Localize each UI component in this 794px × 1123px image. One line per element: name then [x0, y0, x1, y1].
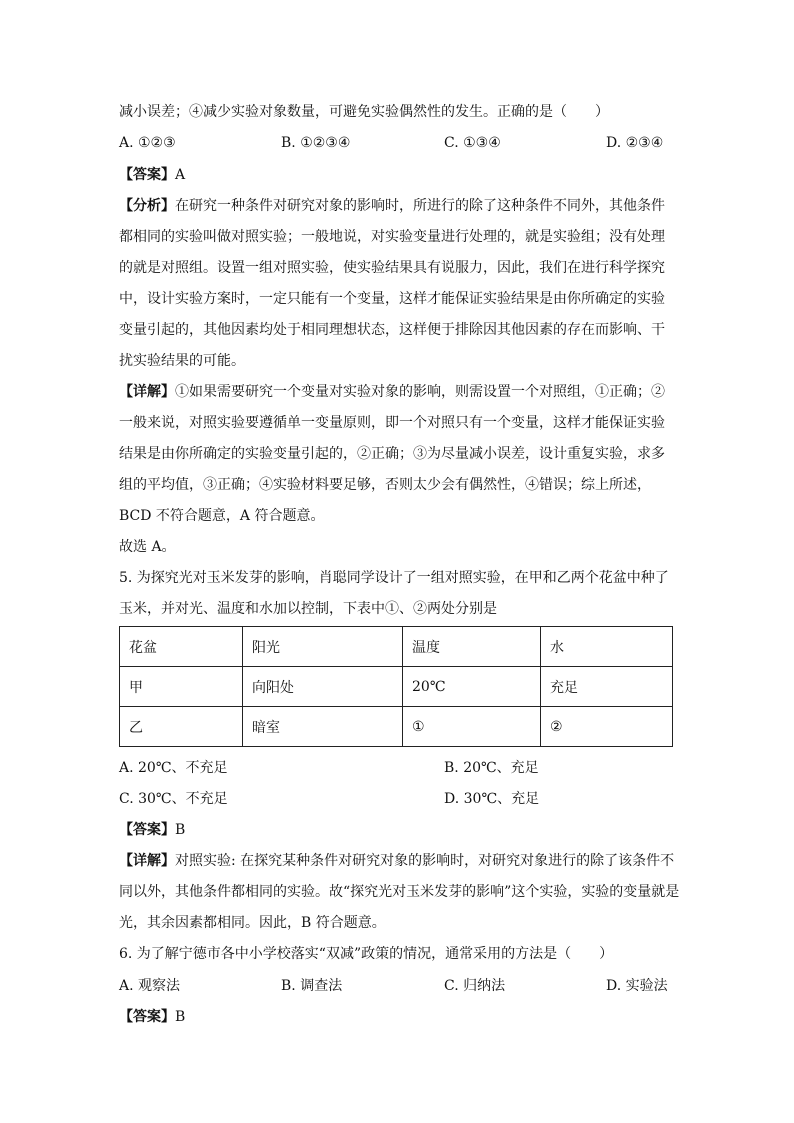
q4-conclusion: 故选 A。 — [119, 539, 176, 555]
q6-option-d: D. 实验法 — [606, 978, 668, 994]
q5-option-a: A. 20℃、不充足 — [119, 760, 228, 776]
table-cell: 充足 — [541, 667, 673, 707]
q4-answer-line — [119, 165, 185, 185]
q4-detail-line-4: 组的平均值，③正确；④实验材料要足够，否则太少会有偶然性，④错误；综上所述， — [119, 477, 651, 493]
q4-detail-line-5: BCD 不符合题意，A 符合题意。 — [119, 508, 325, 524]
q5-detail-line-1 — [119, 851, 674, 871]
q4-detail-line-2: 一般来说，对照实验要遵循单一变量原则，即一个对照只有一个变量，这样才能保证实验 — [119, 415, 665, 431]
q4-analysis-line-4: 中，设计实验方案时，一定只能有一个变量，这样才能保证实验结果是由你所确定的实验 — [119, 291, 665, 307]
q5-option-c: C. 30℃、不充足 — [119, 791, 228, 807]
q4-detail-line-3: 结果是由你所确定的实验变量引起的，②正确；③为尽量减小误差，设计重复实验，求多 — [119, 446, 665, 462]
table-cell: ① — [403, 707, 541, 747]
q6-answer-line — [119, 1007, 185, 1027]
table-header-cell: 水 — [541, 627, 673, 667]
detail-tag: 【详解】 — [119, 384, 175, 400]
q4-detail-line-1 — [119, 382, 665, 402]
detail-tag: 【详解】 — [119, 853, 175, 869]
table-cell: 20℃ — [403, 667, 541, 707]
q5-table — [119, 626, 673, 747]
table-header-cell: 阳光 — [243, 627, 403, 667]
answer-value: A — [175, 167, 186, 183]
table-cell: 乙 — [120, 707, 243, 747]
table-row — [120, 667, 673, 707]
table-header-row — [120, 627, 673, 667]
detail-text: ①如果需要研究一个变量对实验对象的影响，则需设置一个对照组，①正确；② — [175, 384, 665, 400]
q4-analysis-line-5: 变量引起的，其他因素均处于相同理想状态，这样便于排除因其他因素的存在而影响、干 — [119, 322, 665, 338]
table-cell: 暗室 — [243, 707, 403, 747]
q4-option-d: D. ②③④ — [606, 135, 664, 151]
table-cell: 甲 — [120, 667, 243, 707]
answer-tag: 【答案】 — [119, 822, 175, 838]
q4-analysis-line-6: 扰实验结果的可能。 — [119, 353, 245, 369]
table-cell: ② — [541, 707, 673, 747]
q6-option-a: A. 观察法 — [119, 978, 181, 994]
q5-option-d: D. 30℃、充足 — [444, 791, 540, 807]
answer-tag: 【答案】 — [119, 1009, 175, 1025]
q5-detail-line-2: 同以外，其他条件都相同的实验。故“探究光对玉米发芽的影响”这个实验，实验的变量就是 — [119, 884, 680, 900]
analysis-tag: 【分析】 — [119, 198, 175, 214]
q4-stem-tail: 减小误差；④减少实验对象数量，可避免实验偶然性的发生。正确的是（ ） — [119, 104, 609, 120]
q4-analysis-line-3: 的就是对照组。设置一组对照实验，使实验结果具有说服力，因此，我们在进行科学探究 — [119, 260, 665, 276]
q4-option-b: B. ①②③④ — [281, 135, 351, 151]
q4-analysis-line-1 — [119, 196, 665, 216]
q5-option-b: B. 20℃、充足 — [444, 760, 539, 776]
q5-detail-line-3: 光，其余因素都相同。因此，B 符合题意。 — [119, 915, 386, 931]
q5-stem-line-1: 5. 为探究光对玉米发芽的影响，肖聪同学设计了一组对照实验，在甲和乙两个花盆中种了 — [119, 570, 669, 586]
q5-stem-line-2: 玉米，并对光、温度和水加以控制，下表中①、②两处分别是 — [119, 601, 497, 617]
answer-value: B — [175, 1009, 186, 1025]
q6-option-b: B. 调查法 — [281, 978, 343, 994]
answer-value: B — [175, 822, 186, 838]
table-header-cell: 花盆 — [120, 627, 243, 667]
q4-analysis-line-2: 都相同的实验叫做对照实验；一般地说，对实验变量进行处理的，就是实验组；没有处理 — [119, 229, 665, 245]
q6-option-c: C. 归纳法 — [444, 978, 506, 994]
table-header-cell: 温度 — [403, 627, 541, 667]
q4-option-c: C. ①③④ — [444, 135, 501, 151]
answer-tag: 【答案】 — [119, 167, 175, 183]
analysis-text: 在研究一种条件对研究对象的影响时，所进行的除了这种条件不同外，其他条件 — [175, 198, 665, 214]
detail-text: 对照实验: 在探究某种条件对研究对象的影响时，对研究对象进行的除了该条件不 — [175, 853, 675, 869]
q4-option-a: A. ①②③ — [119, 135, 176, 151]
table-row — [120, 707, 673, 747]
q5-answer-line — [119, 820, 185, 840]
q6-stem: 6. 为了解宁德市各中小学校落实“双减”政策的情况，通常采用的方法是（ ） — [119, 946, 614, 962]
table-cell: 向阳处 — [243, 667, 403, 707]
